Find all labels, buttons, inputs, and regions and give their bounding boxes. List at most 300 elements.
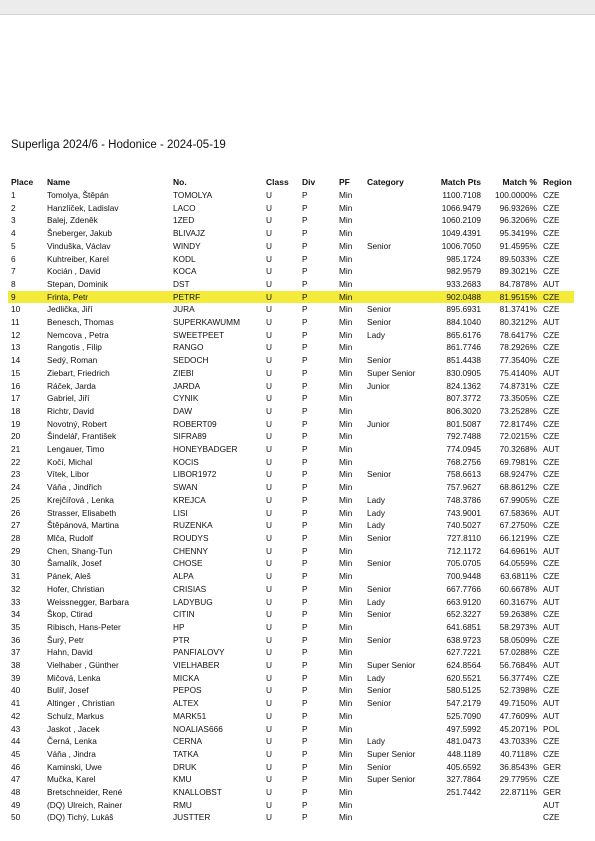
cell-match-pts: 448.1189: [447, 748, 481, 759]
cell-pf: Min: [339, 367, 353, 378]
cell-match-pct: 68.8612%: [499, 482, 537, 493]
table-row: [8, 303, 574, 316]
cell-match-pts: 902.0488: [426, 291, 484, 304]
cell-place: 23: [11, 469, 21, 480]
cell-no: JURA: [173, 304, 195, 315]
cell-div: P: [302, 558, 308, 569]
cell-region: AUT: [543, 507, 560, 518]
cell-region: CZE: [543, 215, 560, 226]
table-row: [8, 532, 574, 545]
cell-name: Sedý, Roman: [47, 355, 98, 366]
cell-category: [364, 481, 426, 494]
cell-match-pts: 1006.7050: [441, 240, 481, 251]
table-row: [8, 811, 574, 824]
cell-no: MARK51: [173, 710, 207, 721]
cell-div: P: [302, 545, 308, 556]
cell-match-pts: 824.1362: [446, 380, 481, 391]
cell-name: Altinger , Christian: [47, 698, 115, 709]
cell-pf: Min: [339, 202, 353, 213]
cell-name: Kaminski, Uwe: [47, 761, 102, 772]
cell-class: U: [266, 469, 272, 480]
cell-class: U: [266, 431, 272, 442]
cell-match-pct: 73.2528%: [499, 405, 537, 416]
cell-class: U: [266, 660, 272, 671]
cell-match-pct: 67.9905%: [499, 494, 537, 505]
cell-category: Super Senior: [367, 367, 416, 378]
cell-name: Stepan, Dominik: [47, 278, 108, 289]
header-category: Category: [367, 177, 404, 188]
table-row: [8, 608, 574, 621]
cell-category: Senior: [367, 304, 391, 315]
table-row: [8, 583, 574, 596]
cell-class: U: [266, 698, 272, 709]
cell-pf: Min: [339, 304, 353, 315]
cell-category: Lady: [367, 329, 385, 340]
cell-class: U: [266, 596, 272, 607]
cell-pf: Min: [339, 228, 353, 239]
cell-no: KOCA: [173, 266, 197, 277]
cell-div: P: [302, 266, 308, 277]
cell-place: 5: [11, 240, 16, 251]
cell-no: SUPERKAWUMM: [173, 317, 240, 328]
cell-match-pts: 1100.7108: [442, 190, 481, 200]
cell-category: Lady: [367, 507, 385, 518]
cell-name: Kocián , David: [47, 266, 101, 277]
cell-class: U: [266, 405, 272, 416]
table-row: [8, 189, 574, 202]
cell-match-pct: 81.3741%: [499, 304, 537, 315]
cell-place: 7: [11, 266, 16, 277]
cell-name: Škop, Ctirad: [47, 609, 93, 620]
cell-place: 36: [11, 634, 21, 645]
cell-match-pts: 405.6592: [446, 761, 481, 772]
cell-pf: Min: [339, 596, 353, 607]
cell-place: 46: [11, 761, 21, 772]
cell-pf: Min: [339, 660, 353, 671]
cell-match-pct: 49.7150%: [499, 698, 537, 709]
cell-no: KMU: [173, 774, 192, 785]
cell-match-pct: 56.3774%: [499, 672, 537, 683]
cell-name: Richtr, David: [47, 405, 95, 416]
cell-place: 3: [11, 215, 16, 226]
cell-match-pct: 81.9515%: [484, 291, 540, 304]
results-table: [8, 176, 574, 824]
cell-div: P: [302, 812, 308, 823]
cell-pf: Min: [339, 761, 353, 772]
cell-place: 15: [11, 367, 21, 378]
cell-region: AUT: [543, 710, 560, 721]
cell-region: CZE: [543, 736, 560, 747]
table-row: [8, 697, 574, 710]
cell-name: Hofer, Christian: [47, 583, 105, 594]
header-name: Name: [47, 177, 71, 188]
cell-class: U: [266, 723, 272, 734]
cell-pf: Min: [339, 418, 353, 429]
cell-no: LISI: [173, 507, 188, 518]
cell-class: U: [266, 444, 272, 455]
top-header-divider: [0, 14, 595, 15]
cell-place: 17: [11, 393, 21, 404]
cell-region: CZE: [543, 240, 560, 251]
cell-name: Nemcova , Petra: [47, 329, 109, 340]
cell-category: Senior: [367, 634, 391, 645]
cell-pf: Min: [339, 482, 353, 493]
cell-pf: Min: [339, 748, 353, 759]
cell-no: RANGO: [173, 342, 204, 353]
table-row: [8, 418, 574, 431]
cell-category: Senior: [367, 355, 391, 366]
header-no: No.: [173, 177, 187, 188]
cell-pf: Min: [339, 240, 353, 251]
cell-match-pct: 22.8711%: [500, 787, 537, 798]
cell-match-pts: 712.1172: [447, 545, 481, 556]
cell-place: 45: [11, 748, 21, 759]
cell-name: Tomolya, Štěpán: [47, 190, 109, 200]
cell-category: [364, 545, 426, 558]
cell-category: Lady: [367, 494, 385, 505]
cell-name: Kočí, Michal: [47, 456, 93, 467]
table-row: [8, 773, 574, 786]
cell-pf: Min: [339, 253, 353, 264]
cell-no: LACO: [173, 202, 196, 213]
table-row: [8, 761, 574, 774]
cell-pf: Min: [339, 672, 353, 683]
cell-match-pts: 806.3020: [446, 405, 481, 416]
cell-name: Gabriel, Jiří: [47, 393, 90, 404]
cell-div: P: [302, 787, 308, 798]
cell-pf: Min: [339, 812, 353, 823]
cell-place: 4: [11, 228, 16, 239]
cell-category: Super Senior: [367, 774, 416, 785]
cell-class: U: [266, 609, 272, 620]
cell-region: CZE: [543, 558, 560, 569]
cell-no: BLIVAJZ: [173, 228, 206, 239]
cell-pf: Min: [339, 278, 353, 289]
cell-match-pct: 64.0559%: [499, 558, 537, 569]
table-row: [8, 354, 574, 367]
table-row: [8, 557, 574, 570]
cell-name: Ráček, Jarda: [47, 380, 96, 391]
cell-place: 41: [11, 698, 21, 709]
cell-match-pts: 652.3227: [446, 609, 481, 620]
cell-div: P: [302, 380, 308, 391]
cell-name: Bretschneider, René: [47, 787, 123, 798]
cell-match-pts: 768.2756: [446, 456, 481, 467]
cell-place: 40: [11, 685, 21, 696]
cell-match-pts: 1049.4391: [441, 228, 481, 239]
cell-category: Lady: [367, 736, 385, 747]
cell-pf: Min: [339, 685, 353, 696]
cell-pf: Min: [339, 266, 353, 277]
cell-category: [364, 799, 426, 812]
table-row: [8, 786, 574, 799]
cell-no: CERNA: [173, 736, 203, 747]
cell-category: [364, 189, 426, 202]
cell-place: 13: [11, 342, 21, 353]
cell-pf: Min: [339, 532, 353, 543]
cell-class: U: [266, 190, 272, 200]
cell-no: HP: [173, 621, 185, 632]
cell-match-pct: 70.3268%: [499, 444, 537, 455]
top-header-strip: [0, 0, 595, 14]
table-row: [8, 202, 574, 215]
cell-pf: Min: [339, 609, 353, 620]
cell-region: AUT: [543, 621, 560, 632]
cell-match-pct: 95.3419%: [499, 228, 537, 239]
cell-class: U: [266, 736, 272, 747]
cell-region: CZE: [543, 685, 560, 696]
cell-region: CZE: [543, 571, 560, 582]
cell-class: U: [266, 253, 272, 264]
cell-pf: Min: [339, 456, 353, 467]
table-row: [8, 405, 574, 418]
cell-class: U: [266, 685, 272, 696]
cell-div: P: [302, 710, 308, 721]
cell-div: P: [302, 444, 308, 455]
cell-no: ROBERT09: [173, 418, 217, 429]
cell-place: 33: [11, 596, 21, 607]
cell-match-pts: 743.9001: [446, 507, 481, 518]
cell-name: Šamalík, Josef: [47, 558, 102, 569]
cell-region: CZE: [543, 190, 560, 200]
cell-class: U: [266, 393, 272, 404]
cell-name: Černá, Lenka: [47, 736, 97, 747]
table-row: [8, 367, 574, 380]
cell-no: CITIN: [173, 609, 195, 620]
cell-place: 20: [11, 431, 21, 442]
cell-match-pts: 757.9627: [446, 482, 481, 493]
cell-region: CZE: [540, 291, 574, 304]
cell-name: Ribisch, Hans-Peter: [47, 621, 121, 632]
cell-match-pct: 56.7684%: [499, 660, 537, 671]
cell-place: 31: [11, 571, 21, 582]
cell-place: 11: [11, 317, 20, 328]
cell-name: Šneberger, Jakub: [47, 228, 113, 239]
cell-div: P: [302, 393, 308, 404]
cell-match-pts: 851.4438: [446, 355, 481, 366]
cell-pf: Min: [339, 444, 353, 455]
table-row: [8, 621, 574, 634]
cell-div: P: [302, 634, 308, 645]
cell-div: P: [302, 202, 308, 213]
cell-div: P: [302, 355, 308, 366]
cell-category: Lady: [367, 672, 385, 683]
cell-div: P: [302, 190, 308, 200]
table-row: [8, 634, 574, 647]
cell-region: CZE: [543, 380, 560, 391]
cell-region: AUT: [543, 698, 560, 709]
cell-place: 16: [11, 380, 21, 391]
cell-place: 27: [11, 520, 21, 531]
table-row: [8, 316, 574, 329]
cell-div: P: [302, 317, 308, 328]
table-row: [8, 456, 574, 469]
cell-class: U: [266, 317, 272, 328]
cell-pf: Min: [339, 647, 353, 658]
cell-name: Frinta, Petr: [44, 291, 170, 304]
cell-match-pts: 547.2179: [446, 698, 481, 709]
header-region: Region: [543, 177, 572, 188]
cell-match-pts: [426, 811, 484, 824]
cell-category: [364, 443, 426, 456]
cell-match-pct: 72.0215%: [499, 431, 537, 442]
cell-match-pts: 627.7221: [446, 647, 481, 658]
cell-place: 19: [11, 418, 21, 429]
cell-region: CZE: [543, 342, 560, 353]
cell-place: 21: [11, 444, 21, 455]
cell-name: Jedlička, Jiří: [47, 304, 93, 315]
cell-no: KREJCA: [173, 494, 206, 505]
cell-class: U: [266, 710, 272, 721]
cell-no: ALTEX: [173, 698, 199, 709]
table-row: [8, 240, 574, 253]
cell-name: Hanzlíček, Ladislav: [47, 202, 119, 213]
cell-region: CZE: [543, 774, 560, 785]
cell-place: 6: [11, 253, 16, 264]
cell-category: Senior: [367, 698, 391, 709]
cell-category: [364, 392, 426, 405]
cell-div: P: [302, 342, 308, 353]
cell-match-pts: 624.8564: [446, 660, 481, 671]
cell-place: 22: [11, 456, 21, 467]
table-row: [8, 265, 574, 278]
cell-place: 38: [11, 660, 21, 671]
cell-match-pct: 45.2071%: [499, 723, 537, 734]
cell-match-pts: 807.3772: [446, 393, 481, 404]
cell-match-pts: 1060.2109: [441, 215, 481, 226]
cell-class: U: [263, 291, 299, 304]
table-row: [8, 468, 574, 481]
cell-div: P: [302, 583, 308, 594]
cell-div: P: [302, 761, 308, 772]
cell-place: 1: [11, 190, 16, 200]
cell-region: CZE: [543, 812, 560, 823]
cell-match-pct: 89.5033%: [499, 253, 537, 264]
cell-category: [364, 227, 426, 240]
cell-div: P: [302, 596, 308, 607]
cell-place: 39: [11, 672, 21, 683]
cell-place: 44: [11, 736, 21, 747]
cell-no: 1ZED: [173, 215, 195, 226]
cell-region: CZE: [543, 672, 560, 683]
cell-no: HONEYBADGER: [173, 444, 238, 455]
cell-name: Balej, Zdeněk: [47, 215, 98, 226]
table-row: [8, 227, 574, 240]
cell-match-pct: 59.2638%: [499, 609, 537, 620]
cell-region: CZE: [543, 431, 560, 442]
cell-pf: Min: [339, 431, 353, 442]
cell-region: POL: [543, 723, 560, 734]
header-place: Place: [11, 177, 34, 188]
cell-no: SWAN: [173, 482, 198, 493]
cell-region: AUT: [543, 545, 560, 556]
cell-category: [364, 570, 426, 583]
cell-class: U: [266, 621, 272, 632]
cell-match-pct: 67.5836%: [499, 507, 537, 518]
cell-pf: Min: [339, 571, 353, 582]
cell-region: CZE: [543, 520, 560, 531]
cell-div: P: [302, 609, 308, 620]
cell-category: [364, 405, 426, 418]
cell-category: Junior: [367, 418, 390, 429]
table-row: [8, 253, 574, 266]
cell-match-pct: 67.2750%: [499, 520, 537, 531]
cell-category: Lady: [367, 520, 385, 531]
table-row: [8, 214, 574, 227]
cell-class: U: [266, 774, 272, 785]
cell-pf: Min: [339, 329, 353, 340]
cell-match-pct: 36.8543%: [499, 761, 537, 772]
cell-place: 10: [11, 304, 21, 315]
cell-name: Rangotis , Filip: [47, 342, 102, 353]
cell-match-pts: 700.9448: [446, 571, 481, 582]
cell-div: P: [302, 456, 308, 467]
cell-place: 35: [11, 621, 21, 632]
cell-match-pct: 100.0000%: [495, 190, 537, 200]
cell-name: Váňa , Jindřich: [47, 482, 102, 493]
cell-match-pts: 663.9120: [446, 596, 481, 607]
cell-name: Mlča, Rudolf: [47, 532, 94, 543]
cell-place: 30: [11, 558, 21, 569]
cell-pf: Min: [339, 698, 353, 709]
cell-no: ALPA: [173, 571, 194, 582]
cell-match-pct: 68.9247%: [499, 469, 537, 480]
cell-class: U: [266, 507, 272, 518]
cell-class: U: [266, 583, 272, 594]
cell-class: U: [266, 532, 272, 543]
cell-no: PTR: [173, 634, 190, 645]
cell-div: P: [302, 571, 308, 582]
cell-div: P: [302, 494, 308, 505]
cell-region: CZE: [543, 647, 560, 658]
cell-pf: Min: [339, 317, 353, 328]
cell-category: [364, 723, 426, 736]
cell-class: U: [266, 787, 272, 798]
cell-pf: Min: [339, 558, 353, 569]
cell-name: Váňa , Jindra: [47, 748, 96, 759]
cell-pf: Min: [339, 736, 353, 747]
cell-category: [364, 202, 426, 215]
cell-match-pct: 84.7878%: [499, 278, 537, 289]
cell-div: P: [302, 685, 308, 696]
cell-category: Senior: [367, 469, 391, 480]
cell-name: Šurý, Petr: [47, 634, 84, 645]
cell-region: AUT: [543, 660, 560, 671]
cell-match-pct: 77.3540%: [499, 355, 537, 366]
table-header-row: [8, 176, 574, 189]
header-div: Div: [302, 177, 316, 188]
cell-place: 8: [11, 278, 16, 289]
cell-class: U: [266, 342, 272, 353]
cell-pf: Min: [339, 710, 353, 721]
cell-name: Bulíř, Josef: [47, 685, 89, 696]
table-row: [8, 748, 574, 761]
cell-match-pct: 52.7398%: [499, 685, 537, 696]
cell-div: P: [302, 532, 308, 543]
cell-no: KODL: [173, 253, 196, 264]
cell-category: [364, 646, 426, 659]
cell-name: Kuhtreiber, Karel: [47, 253, 109, 264]
cell-region: CZE: [543, 266, 560, 277]
cell-pf: Min: [339, 583, 353, 594]
cell-pf: Min: [339, 787, 353, 798]
cell-pf: Min: [339, 723, 353, 734]
table-row: [8, 380, 574, 393]
cell-match-pts: 641.6851: [446, 621, 481, 632]
cell-div: P: [302, 621, 308, 632]
cell-class: U: [266, 202, 272, 213]
cell-div: P: [302, 228, 308, 239]
